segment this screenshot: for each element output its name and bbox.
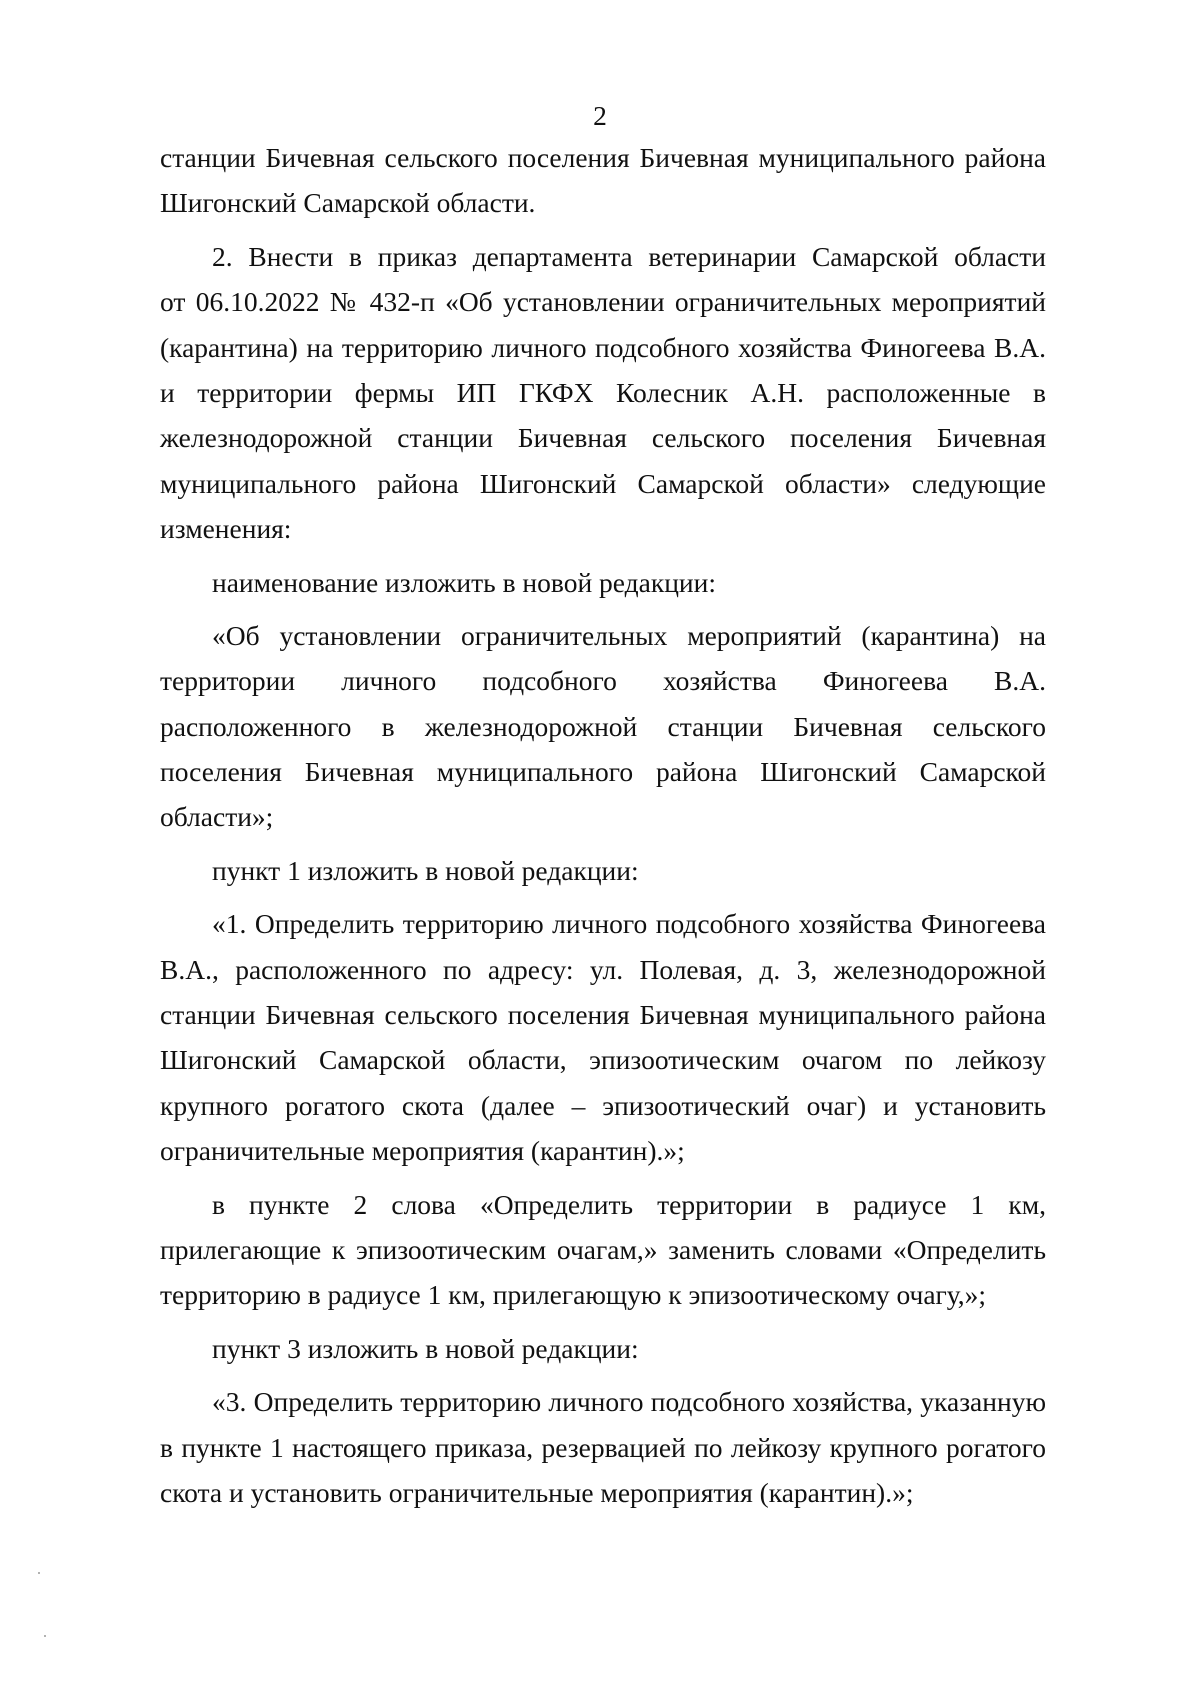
page-number: 2 bbox=[593, 100, 607, 131]
scan-speck bbox=[38, 1572, 40, 1574]
text-line: поселения Бичевная муниципального района Шигонский Самарской bbox=[160, 756, 1046, 788]
text-line: прилегающие к эпизоотическим очагам,» заменить словами «Определить bbox=[160, 1233, 1046, 1265]
document-body bbox=[160, 135, 1046, 1515]
text-line: В.А., расположенного по адресу: ул. Полевая, д. 3, железнодорожной bbox=[160, 953, 1046, 985]
text-line: изменения: bbox=[160, 513, 292, 545]
scan-speck bbox=[44, 1635, 46, 1637]
text-line: расположенного в железнодорожной станции Бичевная сельского bbox=[160, 710, 1046, 742]
paragraph-start: «1. Определить территорию личного подсобного хозяйства Финогеева bbox=[212, 908, 1046, 940]
text-line: станции Бичевная сельского поселения Бичевная муниципального района bbox=[160, 142, 1046, 173]
text-line: территорию в радиусе 1 км, прилегающую к эпизоотическому очагу,»; bbox=[160, 1279, 987, 1311]
text-line: ограничительные мероприятия (карантин).»; bbox=[160, 1135, 685, 1167]
text-line: крупного рогатого скота (далее – эпизоотический очаг) и установить bbox=[160, 1089, 1046, 1121]
text-line: Шигонский Самарской области. bbox=[160, 187, 536, 219]
text-line: (карантина) на территорию личного подсобного хозяйства Финогеева В.А. bbox=[160, 331, 1046, 363]
paragraph-start: «3. Определить территорию личного подсобного хозяйства, указанную bbox=[212, 1386, 1046, 1418]
text-line: железнодорожной станции Бичевная сельского поселения Бичевная bbox=[160, 422, 1046, 454]
text-line: скота и установить ограничительные мероприятия (карантин).»; bbox=[160, 1476, 914, 1508]
paragraph-start: наименование изложить в новой редакции: bbox=[212, 566, 716, 598]
paragraph-start: 2. Внести в приказ департамента ветеринарии Самарской области bbox=[212, 240, 1046, 272]
paragraph-start: пункт 1 изложить в новой редакции: bbox=[212, 854, 639, 886]
text-line: муниципального района Шигонский Самарской области» следующие bbox=[160, 467, 1046, 499]
paragraph-start: «Об установлении ограничительных мероприятий (карантина) на bbox=[212, 619, 1046, 651]
paragraph-start: пункт 3 изложить в новой редакции: bbox=[212, 1332, 639, 1364]
paragraph-start: в пункте 2 слова «Определить территории в радиусе 1 км, bbox=[212, 1188, 1046, 1220]
text-line: от 06.10.2022 № 432-п «Об установлении ограничительных мероприятий bbox=[160, 286, 1046, 318]
text-line: в пункте 1 настоящего приказа, резервацией по лейкозу крупного рогатого bbox=[160, 1431, 1046, 1463]
text-line: территории личного подсобного хозяйства Финогеева В.А. bbox=[160, 665, 1046, 697]
text-line: и территории фермы ИП ГКФХ Колесник А.Н. расположенные в bbox=[160, 376, 1046, 408]
text-line: Шигонский Самарской области, эпизоотическим очагом по лейкозу bbox=[160, 1044, 1046, 1076]
text-line: области»; bbox=[160, 801, 274, 833]
text-line: станции Бичевная сельского поселения Бичевная муниципального района bbox=[160, 999, 1046, 1031]
